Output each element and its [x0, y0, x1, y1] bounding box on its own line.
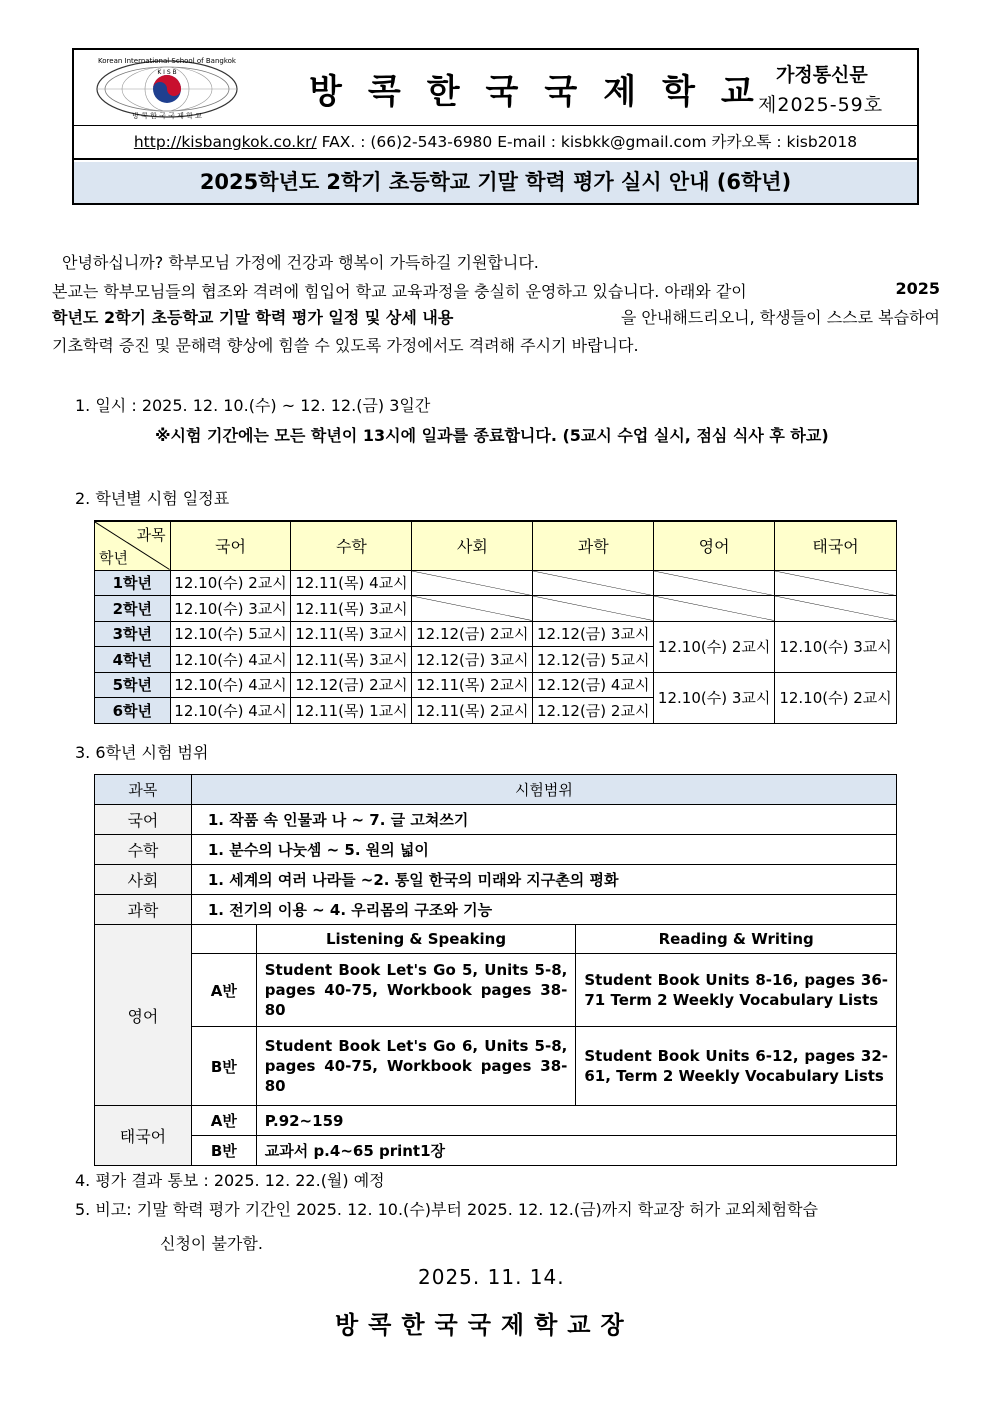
schedule-header-korean: 국어 — [170, 521, 291, 570]
range-science-value: 1. 전기의 이용 ~ 4. 우리몸의 구조와 기능 — [191, 895, 896, 925]
header-top-row — [74, 50, 917, 126]
grade-2-social-na — [412, 596, 533, 622]
doc-type: 가정통신문 — [776, 64, 868, 86]
grade-5-korean: 12.10(수) 4교시 — [170, 672, 291, 698]
schedule-header-thai: 태국어 — [775, 521, 897, 570]
grade-2-label: 2학년 — [95, 596, 171, 622]
intro-line-2-text: 본교는 학부모님들의 협조와 격려에 힘입어 학교 교육과정을 충실히 운영하고 있습니다. 아래와 같이 — [52, 282, 747, 301]
grade-3-korean: 12.10(수) 5교시 — [170, 621, 291, 647]
exam-range-table — [94, 774, 897, 1166]
grade-5-science: 12.12(금) 4교시 — [533, 672, 654, 698]
corner-subject-label: 과목 — [136, 526, 166, 544]
grade-5-label: 5학년 — [95, 672, 171, 698]
section-2-heading: 2. 학년별 시험 일정표 — [75, 489, 230, 508]
logo-bottom-text: 방 콕 한 국 국 제 학 교 — [132, 112, 202, 120]
doc-number: 제2025-59호 — [758, 94, 884, 116]
grade-6-label: 6학년 — [95, 698, 171, 724]
logo-ring-text: Korean International School of Bangkok — [98, 57, 236, 65]
letter-title: 2025학년도 2학기 초등학교 기말 학력 평가 실시 안내 (6학년) — [74, 162, 917, 203]
range-english-b-reading: Student Book Units 6-12, pages 32-61, Term 2 Weekly Vocabulary Lists — [576, 1027, 897, 1106]
contact-details: FAX. : (66)2-543-6980 E-mail : kisbkk@gmail.com 카카오톡 : kisb2018 — [316, 133, 858, 151]
letter-header — [72, 48, 919, 205]
intro-line-3-text: 을 안내해드리오니, 학생들이 스스로 복습하여 — [620, 308, 940, 327]
range-header-range: 시험범위 — [191, 775, 896, 805]
principal-signature: 방콕한국국제학교장 — [335, 1311, 634, 1339]
range-math-subject: 수학 — [95, 835, 192, 865]
grade-1-english-na — [654, 570, 775, 596]
range-thai-subject: 태국어 — [95, 1106, 192, 1166]
grade-4-math: 12.11(목) 3교시 — [291, 647, 412, 673]
range-korean-subject: 국어 — [95, 805, 192, 835]
intro-line-2-year: 2025 — [895, 279, 940, 298]
range-social-subject: 사회 — [95, 865, 192, 895]
range-english-subject: 영어 — [95, 925, 192, 1106]
exam-schedule-table — [94, 520, 897, 724]
grade-4-korean: 12.10(수) 4교시 — [170, 647, 291, 673]
grade-4-science: 12.12(금) 5교시 — [533, 647, 654, 673]
schedule-header-math: 수학 — [291, 521, 412, 570]
section-5-remark: 5. 비고: 기말 학력 평가 기간인 2025. 12. 10.(수)부터 2025. 12. 12.(금)까지 학교장 허가 교외체험학습 — [75, 1200, 818, 1219]
grade-3-social: 12.12(금) 2교시 — [412, 621, 533, 647]
range-english-a-listening: Student Book Let's Go 5, Units 5-8, pages 40-75, Workbook pages 38-80 — [256, 954, 576, 1027]
grade-5-math: 12.12(금) 2교시 — [291, 672, 412, 698]
grade-1-math: 12.11(목) 4교시 — [291, 570, 412, 596]
range-header-subject: 과목 — [95, 775, 192, 805]
grade-2-science-na — [533, 596, 654, 622]
grade-1-korean: 12.10(수) 2교시 — [170, 570, 291, 596]
range-math-value: 1. 분수의 나눗셈 ~ 5. 원의 넓이 — [191, 835, 896, 865]
schedule-header-science: 과학 — [533, 521, 654, 570]
grade-6-social: 12.11(목) 2교시 — [412, 698, 533, 724]
range-social-value: 1. 세계의 여러 나라들 ~2. 통일 한국의 미래와 지구촌의 평화 — [191, 865, 896, 895]
grade-3-science: 12.12(금) 3교시 — [533, 621, 654, 647]
schedule-header-social: 사회 — [412, 521, 533, 570]
school-logo — [92, 54, 242, 122]
contact-line — [74, 126, 917, 160]
school-name: 방콕한국국제학교 — [309, 72, 780, 112]
corner-grade-label: 학년 — [99, 548, 128, 567]
intro-line-3-bold: 학년도 2학기 초등학교 기말 학력 평가 일정 및 상세 내용 — [52, 308, 454, 327]
grade-3-math: 12.11(목) 3교시 — [291, 621, 412, 647]
range-thai-a-value: P.92~159 — [256, 1106, 896, 1136]
section-4-result-notice: 4. 평가 결과 통보 : 2025. 12. 22.(월) 예정 — [75, 1171, 385, 1190]
schedule-corner-cell — [95, 521, 171, 570]
range-thai-b-value: 교과서 p.4~65 print1장 — [256, 1136, 896, 1166]
grade-6-science: 12.12(금) 2교시 — [533, 698, 654, 724]
section-1-note: ※시험 기간에는 모든 학년이 13시에 일과를 종료합니다. (5교시 수업 실시, 점심 식사 후 하교) — [155, 426, 829, 445]
grade-2-math: 12.11(목) 3교시 — [291, 596, 412, 622]
range-english-a-class: A반 — [191, 954, 256, 1027]
section-5-remark-cont: 신청이 불가함. — [160, 1234, 263, 1253]
grade-2-thai-na — [775, 596, 897, 622]
section-1-date: 1. 일시 : 2025. 12. 10.(수) ~ 12. 12.(금) 3일간 — [75, 396, 431, 415]
range-english-b-listening: Student Book Let's Go 6, Units 5-8, pages 40-75, Workbook pages 38-80 — [256, 1027, 576, 1106]
grade-5-6-thai: 12.10(수) 2교시 — [775, 672, 897, 723]
grade-4-label: 4학년 — [95, 647, 171, 673]
logo-center-text: K I S B — [157, 69, 177, 76]
issue-date: 2025. 11. 14. — [418, 1265, 565, 1289]
grade-5-social: 12.11(목) 2교시 — [412, 672, 533, 698]
grade-2-korean: 12.10(수) 3교시 — [170, 596, 291, 622]
intro-line-2 — [52, 279, 940, 302]
grade-3-label: 3학년 — [95, 621, 171, 647]
grade-1-label: 1학년 — [95, 570, 171, 596]
grade-6-korean: 12.10(수) 4교시 — [170, 698, 291, 724]
section-3-heading: 3. 6학년 시험 범위 — [75, 743, 209, 762]
grade-1-science-na — [533, 570, 654, 596]
grade-1-social-na — [412, 570, 533, 596]
range-english-blank — [191, 925, 256, 954]
range-science-subject: 과학 — [95, 895, 192, 925]
grade-3-4-thai: 12.10(수) 3교시 — [775, 621, 897, 672]
range-english-listening-head: Listening & Speaking — [256, 925, 576, 954]
range-korean-value: 1. 작품 속 인물과 나 ~ 7. 글 고쳐쓰기 — [191, 805, 896, 835]
grade-2-english-na — [654, 596, 775, 622]
range-english-a-reading: Student Book Units 8-16, pages 36-71 Term 2 Weekly Vocabulary Lists — [576, 954, 897, 1027]
grade-5-6-english: 12.10(수) 3교시 — [654, 672, 775, 723]
school-url-link[interactable]: http://kisbangkok.co.kr/ — [133, 133, 317, 151]
range-thai-b-class: B반 — [191, 1136, 256, 1166]
range-english-reading-head: Reading & Writing — [576, 925, 897, 954]
intro-greeting: 안녕하십니까? 학부모님 가정에 건강과 행복이 가득하길 기원합니다. — [62, 253, 539, 272]
grade-4-social: 12.12(금) 3교시 — [412, 647, 533, 673]
grade-6-math: 12.11(목) 1교시 — [291, 698, 412, 724]
grade-1-thai-na — [775, 570, 897, 596]
range-english-b-class: B반 — [191, 1027, 256, 1106]
intro-line-4: 기초학력 증진 및 문해력 향상에 힘쓸 수 있도록 가정에서도 격려해 주시기 바랍니다. — [52, 336, 639, 355]
range-thai-a-class: A반 — [191, 1106, 256, 1136]
grade-3-4-english: 12.10(수) 2교시 — [654, 621, 775, 672]
intro-line-3 — [52, 305, 940, 328]
schedule-header-english: 영어 — [654, 521, 775, 570]
